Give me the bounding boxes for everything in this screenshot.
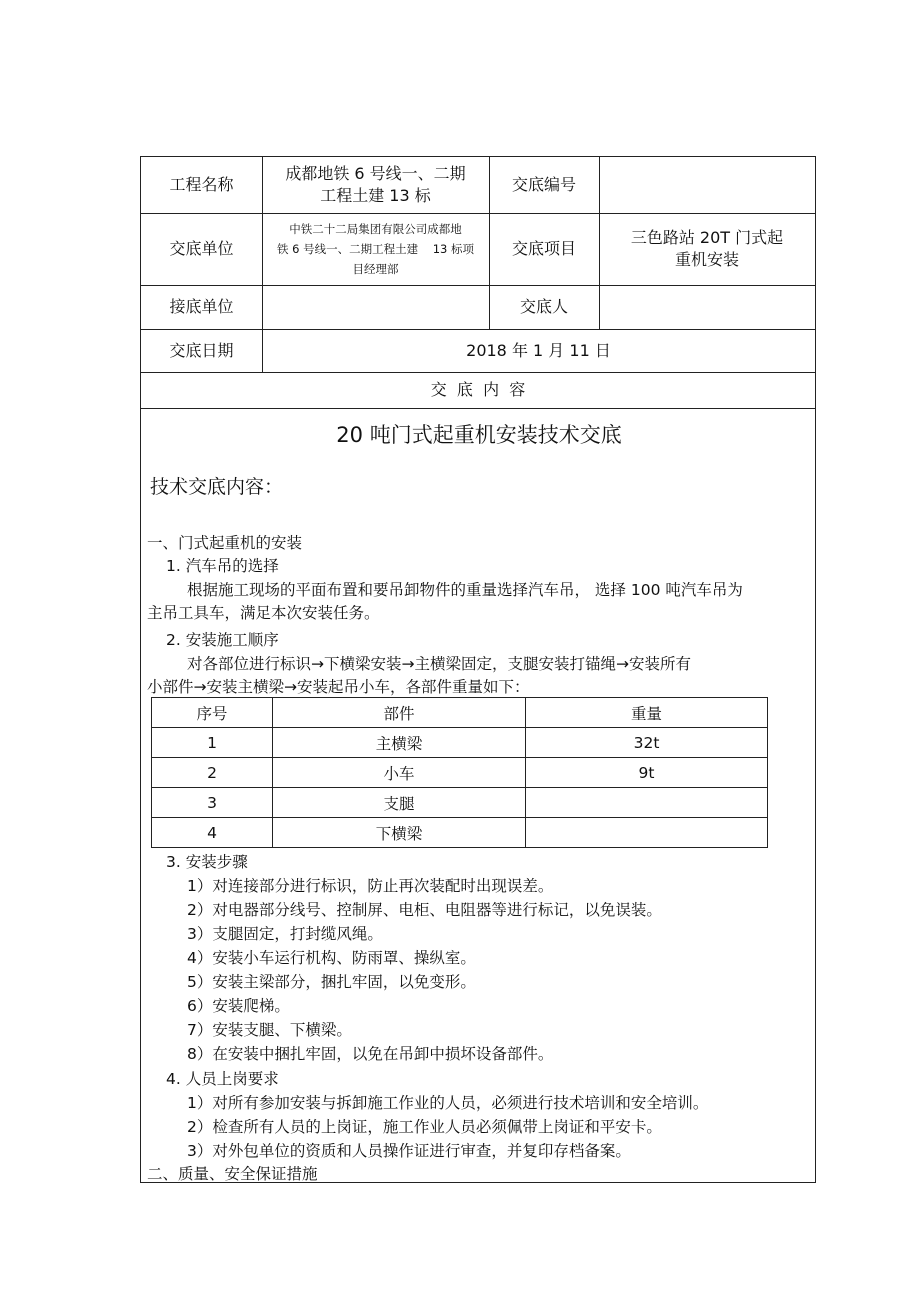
table-cell: 主横梁 xyxy=(273,728,526,758)
document-title: 20 吨门式起重机安装技术交底 xyxy=(336,423,622,447)
unit-line: 中铁二十二局集团有限公司成都地 xyxy=(289,222,462,236)
table-row xyxy=(152,818,768,848)
table-cell: 4 xyxy=(152,818,273,848)
step-item: 2）对电器部分线号、控制屏、电柜、电阻器等进行标记，以免误装。 xyxy=(187,901,662,919)
code-value xyxy=(599,157,815,213)
project-name-label: 工程名称 xyxy=(169,175,234,194)
table-cell: 小车 xyxy=(273,758,526,788)
step-item: 8）在安装中捆扎牢固，以免在吊卸中损坏设备部件。 xyxy=(187,1045,554,1063)
table-header-row xyxy=(152,698,768,728)
step-item: 5）安装主梁部分，捆扎牢固，以免变形。 xyxy=(187,973,476,991)
code-label: 交底编号 xyxy=(511,175,576,194)
table-row xyxy=(152,788,768,818)
table-cell: 下横梁 xyxy=(273,818,526,848)
step-item: 3）支腿固定，打封缆风绳。 xyxy=(187,925,383,943)
paragraph-line: 对各部位进行标识→下横梁安装→主横梁固定，支腿安装打锚绳→安装所有 xyxy=(187,655,691,673)
step-item: 1）对连接部分进行标识，防止再次装配时出现误差。 xyxy=(187,877,554,895)
table-cell xyxy=(526,788,768,818)
table-cell: 3 xyxy=(152,788,273,818)
project-name-line: 工程土建 13 标 xyxy=(320,186,431,205)
step-item: 6）安装爬梯。 xyxy=(187,997,290,1015)
section-heading: 二、质量、安全保证措施 xyxy=(147,1165,318,1183)
receiver-unit-value xyxy=(262,285,489,329)
table-cell: 支腿 xyxy=(273,788,526,818)
staff-requirement: 1）对所有参加安装与拆卸施工作业的人员，必须进行技术培训和安全培训。 xyxy=(187,1094,709,1112)
receiver-unit-label: 接底单位 xyxy=(169,297,234,316)
item-label: 交底项目 xyxy=(511,239,576,258)
paragraph-line: 主吊工具车，满足本次安装任务。 xyxy=(147,604,380,622)
unit-line: 目经理部 xyxy=(352,262,399,276)
subsection-heading: 1. 汽车吊的选择 xyxy=(166,557,279,575)
table-header-cell: 重量 xyxy=(526,698,768,728)
table-row xyxy=(152,728,768,758)
item-value xyxy=(599,213,815,285)
paragraph-line: 根据施工现场的平面布置和要吊卸物件的重量选择汽车吊， 选择 100 吨汽车吊为 xyxy=(187,581,743,599)
parts-weight-table xyxy=(151,697,768,848)
content-label: 交 底 内 容 xyxy=(430,380,526,399)
section-heading: 一、门式起重机的安装 xyxy=(147,534,303,552)
step-item: 4）安装小车运行机构、防雨罩、操纵室。 xyxy=(187,949,476,967)
unit-label: 交底单位 xyxy=(169,239,234,258)
row-divider xyxy=(141,408,815,409)
table-header-cell: 部件 xyxy=(273,698,526,728)
date-value: 2018 年 1 月 11 日 xyxy=(466,340,611,360)
item-line: 三色路站 20T 门式起 xyxy=(630,228,784,247)
unit-value xyxy=(262,213,489,285)
subsection-heading: 2. 安装施工顺序 xyxy=(166,631,279,649)
staff-requirement: 3）对外包单位的资质和人员操作证进行审查，并复印存档备案。 xyxy=(187,1142,631,1160)
table-cell xyxy=(526,818,768,848)
table-cell: 32t xyxy=(526,728,768,758)
subsection-heading: 4. 人员上岗要求 xyxy=(166,1070,279,1088)
item-line: 重机安装 xyxy=(674,250,739,269)
date-label: 交底日期 xyxy=(169,340,234,360)
content-subheading: 技术交底内容： xyxy=(150,476,284,498)
table-cell: 2 xyxy=(152,758,273,788)
table-row xyxy=(152,758,768,788)
project-name-line: 成都地铁 6 号线一、二期 xyxy=(285,164,466,183)
table-cell: 9t xyxy=(526,758,768,788)
person-label: 交底人 xyxy=(519,297,568,316)
subsection-heading: 3. 安装步骤 xyxy=(166,853,248,871)
step-item: 7）安装支腿、下横梁。 xyxy=(187,1021,352,1039)
staff-requirement: 2）检查所有人员的上岗证，施工作业人员必须佩带上岗证和平安卡。 xyxy=(187,1118,662,1136)
table-header-cell: 序号 xyxy=(152,698,273,728)
project-name-value xyxy=(262,157,489,213)
paragraph-line: 小部件→安装主横梁→安装起吊小车，各部件重量如下： xyxy=(147,678,530,696)
unit-line: 铁 6 号线一、二期工程土建 13 标项 xyxy=(276,242,475,256)
person-value xyxy=(599,285,815,329)
disclosure-form xyxy=(140,156,816,1183)
table-cell: 1 xyxy=(152,728,273,758)
